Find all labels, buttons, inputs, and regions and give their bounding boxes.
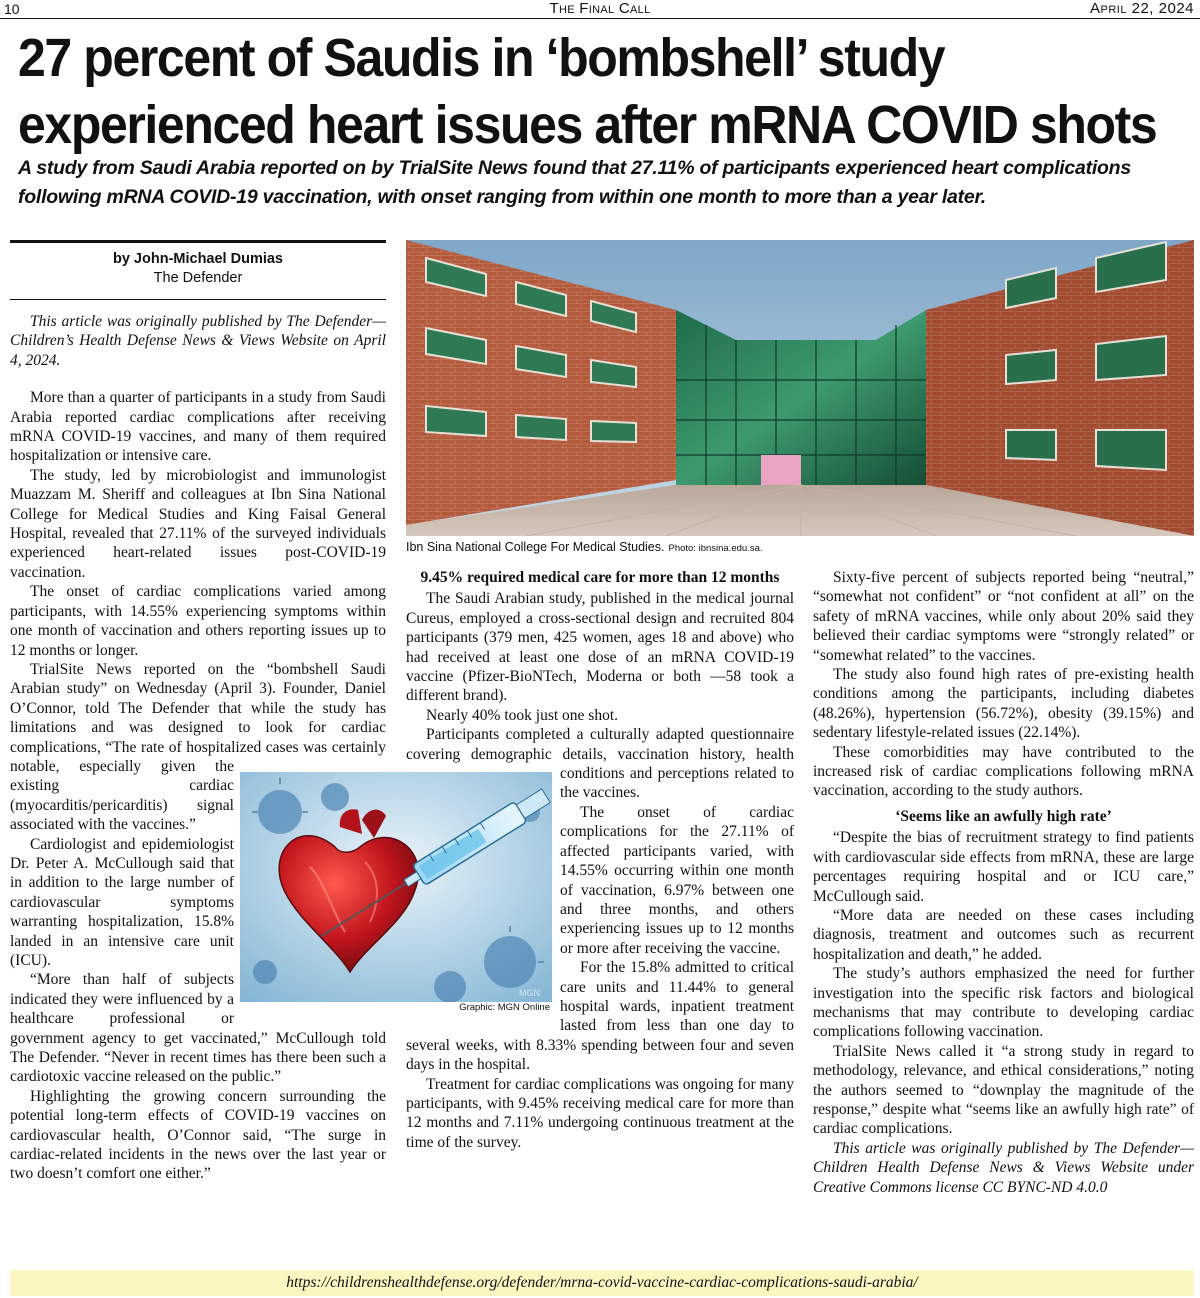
article-column-1	[10, 312, 386, 1184]
page-number: 10	[4, 1, 20, 17]
publication-name: The Final Call	[549, 0, 651, 17]
paragraph: TrialSite News reported on the “bombshell Saudi Arabian study” on Wednesday (April 3). Founder, Daniel O’Connor, told The Defender that while the study has limitations and was designed to look for cardiac complications, “The rate of hospitalized cases was certainly notable, especially given the existing cardiac (myocarditis/pericarditis) signal associated with the vaccines.”	[10, 660, 386, 835]
heart-vaccine-graphic	[240, 772, 552, 1002]
article-column-3	[813, 568, 1194, 1197]
paragraph: Highlighting the growing concern surrounding the potential long-term effects of COVID-19 vaccines on cardiovascular health, O’Connor said, “The surge in cardiac-related incidents in the news over the last year or two doesn’t comfort one either.”	[10, 1087, 386, 1183]
graphic-credit: Graphic: MGN Online	[459, 1002, 550, 1013]
source-url[interactable]: https://childrenshealthdefense.org/defender/mrna-covid-vaccine-cardiac-complications-saudi-arabia/	[10, 1270, 1194, 1296]
author: by John-Michael Dumias	[112, 251, 283, 267]
subheading: 9.45% required medical care for more than 12 months	[420, 569, 780, 586]
building-photo-illustration	[406, 240, 1194, 536]
paragraph: The onset of cardiac complications varied among participants, with 14.55% experiencing symptoms within one month of vaccination and others reporting issues up to 12 months or longer.	[10, 583, 386, 659]
running-head	[0, 0, 1200, 19]
paragraph: Cardiologist and epidemiologist Dr. Peter A. McCullough said that in addition to the large number of cardiovascular symptoms warranting hospitalization, 15.8% landed in an intensive care unit (ICU).	[10, 835, 234, 969]
heart-syringe-illustration	[240, 772, 552, 1002]
paragraph: Participants completed a culturally adapted questionnaire covering demographic details, vaccination history, health conditions and perceptions related to the vaccines.	[406, 725, 794, 803]
paragraph: The study’s authors emphasized the need for further investigation into the specific risk factors and biological mechanisms that may contribute to developing cardiac complications following vaccination.	[813, 965, 1194, 1041]
paragraph: TrialSite News called it “a strong study in regard to methodology, relevance, and ethical considerations,” noting the authors seemed to “downplay the magnitude of the response,” despite what “seems like an awfully high rate” of cardiac complications.	[813, 1042, 1194, 1138]
headline: 27 percent of Saudis in ‘bombshell’ study experienced heart issues after mRNA COVID shots	[18, 27, 1157, 155]
building-photo	[406, 240, 1194, 536]
paragraph: For the 15.8% admitted to critical care units and 11.44% to general hospital wards, inpatient treatment lasted from less than one day to several weeks, with 8.33% spending between four and seven days in the hospital.	[406, 959, 794, 1074]
republication-note: This article was originally published by The Defender— Children Health Defense News & Views Website under Creative Commons license CC BYNC-ND 4.0.0	[813, 1139, 1194, 1196]
photo-caption	[406, 540, 1194, 554]
paragraph: “Despite the bias of recruitment strategy to find patients with cardiovascular side effects from mRNA, these are large percentages requiring hospital and or ICU care,” McCullough said.	[813, 829, 1194, 905]
paragraph: The onset of cardiac complications for the 27.11% of affected participants varied, with 14.55% occurring within one month of vaccination, 6.97% between one and three months, and others experiencing issues up to 12 months or more after receiving the vaccine.	[560, 803, 794, 957]
republication-note: This article was originally published by The Defender—Children’s Health Defense News & Views Website on April 4, 2024.	[10, 313, 386, 369]
byline	[10, 240, 386, 300]
paragraph: The Saudi Arabian study, published in the medical journal Cureus, employed a cross-sectional design and recruited 804 participants (379 men, 425 women, ages 18 and above) who had received at least one dose of an mRNA COVID-19 vaccine (Pfizer-BioNTech, Moderna or both —58 took a different brand).	[406, 590, 794, 705]
issue-date: April 22, 2024	[1089, 0, 1194, 17]
photo-credit: Photo: ibnsina.edu.sa.	[668, 543, 763, 554]
paragraph: More than a quarter of participants in a study from Saudi Arabia reported cardiac complications after receiving mRNA COVID-19 vaccines, and many of them required hospitalization or intensive care.	[10, 389, 386, 465]
paragraph: The study, led by microbiologist and immunologist Muazzam M. Sheriff and colleagues at Ibn Sina National College for Medical Studies and King Faisal General Hospital, revealed that 27.11% of the surveyed individuals experienced heart-related issues post-COVID-19 vaccination.	[10, 466, 386, 581]
paragraph: Sixty-five percent of subjects reported being “neutral,” “somewhat not confident” or “not confident at all” on the safety of mRNA vaccines, while only about 20% said they believed their cardiac symptoms were “strongly related” or “somewhat related” to the vaccines.	[813, 569, 1194, 664]
deck: A study from Saudi Arabia reported on by TrialSite News found that 27.11% of participants experienced heart complications following mRNA COVID-19 vaccination, with onset ranging from within one month to more than a year later.	[18, 157, 1131, 208]
outlet: The Defender	[153, 270, 243, 286]
paragraph: These comorbidities may have contributed to the increased risk of cardiac complications following mRNA vaccination, according to the study authors.	[813, 743, 1194, 800]
subheading: ‘Seems like an awfully high rate’	[895, 807, 1112, 825]
graphic-watermark: MGN	[519, 988, 540, 998]
paragraph: Treatment for cardiac complications was ongoing for many participants, with 9.45% receiving medical care for more than 12 months and 7.11% undergoing continuous treatment at the time of the survey.	[406, 1075, 794, 1151]
paragraph: “More than half of subjects indicated they were influenced by a healthcare professional or government agency to get vaccinated,” McCullough told The Defender. “Never in recent times has there been such a cardiotoxic vaccine released on the public.”	[10, 971, 386, 1086]
paragraph: The study also found high rates of pre-existing health conditions among the participants, including diabetes (48.26%), hypertension (56.72%), obesity (39.15%) and sedentary lifestyle-related issues (22.14%).	[813, 666, 1194, 742]
paragraph: Nearly 40% took just one shot.	[426, 706, 619, 724]
photo-caption-text: Ibn Sina National College For Medical Studies.	[406, 540, 665, 554]
paragraph: “More data are needed on these cases including diagnosis, treatment and outcomes such as recurrent hospitalization and death,” he added.	[813, 906, 1194, 963]
